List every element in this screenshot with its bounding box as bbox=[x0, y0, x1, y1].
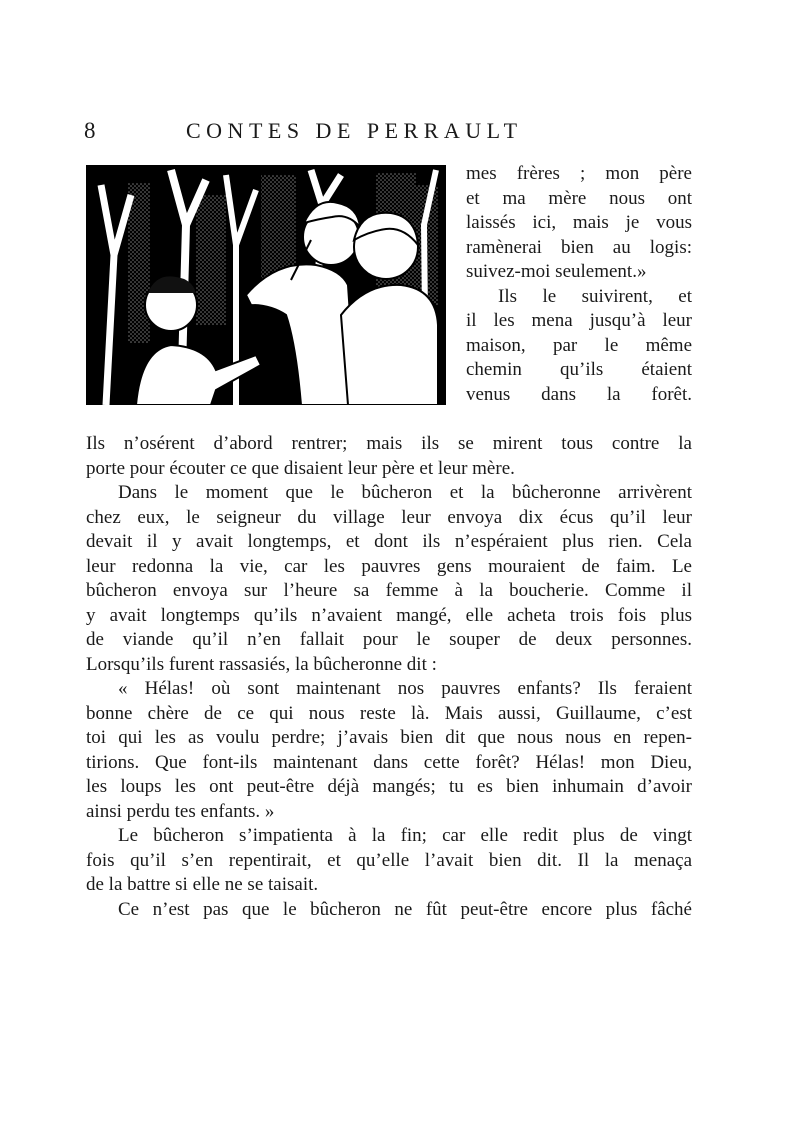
text-line: de viande qu’il n’en fallait pour le souper de deux personnes. bbox=[86, 629, 692, 650]
text-line: Ils le suivirent, et bbox=[498, 285, 692, 307]
text-line: de la battre si elle ne se taisait. bbox=[86, 874, 319, 895]
text-line: suivez-moi seulement.» bbox=[466, 261, 647, 282]
text-line: bûcheron envoya sur l’heure sa femme à la boucherie. Comme il bbox=[86, 580, 692, 601]
illustration-drawing bbox=[86, 165, 446, 405]
text-line: Dans le moment que le bûcheron et la bûcheronne arrivèrent bbox=[118, 482, 692, 503]
text-line: les loups les ont peut-être déjà mangés; tu es bien inhumain d’avoir bbox=[86, 776, 692, 797]
text-line: tirions. Que font-ils maintenant dans cette forêt? Hélas! mon Dieu, bbox=[86, 751, 692, 773]
text-line: et ma mère nous ont bbox=[466, 187, 692, 209]
text-line: leur redonna la vie, car les pauvres gens mouraient de faim. Le bbox=[86, 555, 692, 577]
text-line: ainsi perdu tes enfants. » bbox=[86, 800, 275, 822]
text-line: Ce n’est pas que le bûcheron ne fût peut-être encore plus fâché bbox=[118, 898, 692, 920]
text-line: « Hélas! où sont maintenant nos pauvres enfants? Ils feraient bbox=[118, 678, 692, 699]
main-text bbox=[86, 432, 692, 922]
text-line: devait il y avait longtemps, et dont ils n’espéraient plus rien. Cela bbox=[86, 531, 692, 552]
text-line: toi qui les as voulu perdre; j’avais bien dit que nous nous en repen- bbox=[86, 727, 692, 748]
text-line: Ils n’osérent d’abord rentrer; mais ils se mirent tous contre la bbox=[86, 433, 692, 454]
text-line: chemin qu’ils étaient bbox=[466, 359, 692, 380]
text-line: fois qu’il s’en repentirait, et qu’elle l’avait bien dit. Il la menaça bbox=[86, 849, 692, 871]
text-line: bonne chère de ce qui nous reste là. Mais aussi, Guillaume, c’est bbox=[86, 702, 692, 724]
text-line: chez eux, le seigneur du village leur envoya dix écus qu’il leur bbox=[86, 506, 692, 528]
running-head: CONTES DE PERRAULT bbox=[186, 118, 523, 143]
text-line: maison, par le même bbox=[466, 334, 692, 356]
text-line: ramènerai bien au logis: bbox=[466, 236, 692, 258]
text-line: y avait longtemps qu’ils n’avaient mangé, elle acheta trois fois plus bbox=[86, 604, 692, 626]
text-line: porte pour écouter ce que disaient leur père et leur mère. bbox=[86, 457, 515, 479]
text-line: venus dans la forêt. bbox=[466, 383, 692, 405]
page-number: 8 bbox=[84, 118, 97, 143]
illustration bbox=[86, 165, 446, 405]
text-line: laissés ici, mais je vous bbox=[466, 212, 692, 233]
text-line: Lorsqu’ils furent rassasiés, la bûcheronne dit : bbox=[86, 653, 437, 675]
side-column-text bbox=[466, 162, 692, 407]
text-line: mes frères ; mon père bbox=[466, 163, 692, 184]
text-line: Le bûcheron s’impatienta à la fin; car elle redit plus de vingt bbox=[118, 825, 692, 846]
text-line: il les mena jusqu’à leur bbox=[466, 310, 692, 331]
